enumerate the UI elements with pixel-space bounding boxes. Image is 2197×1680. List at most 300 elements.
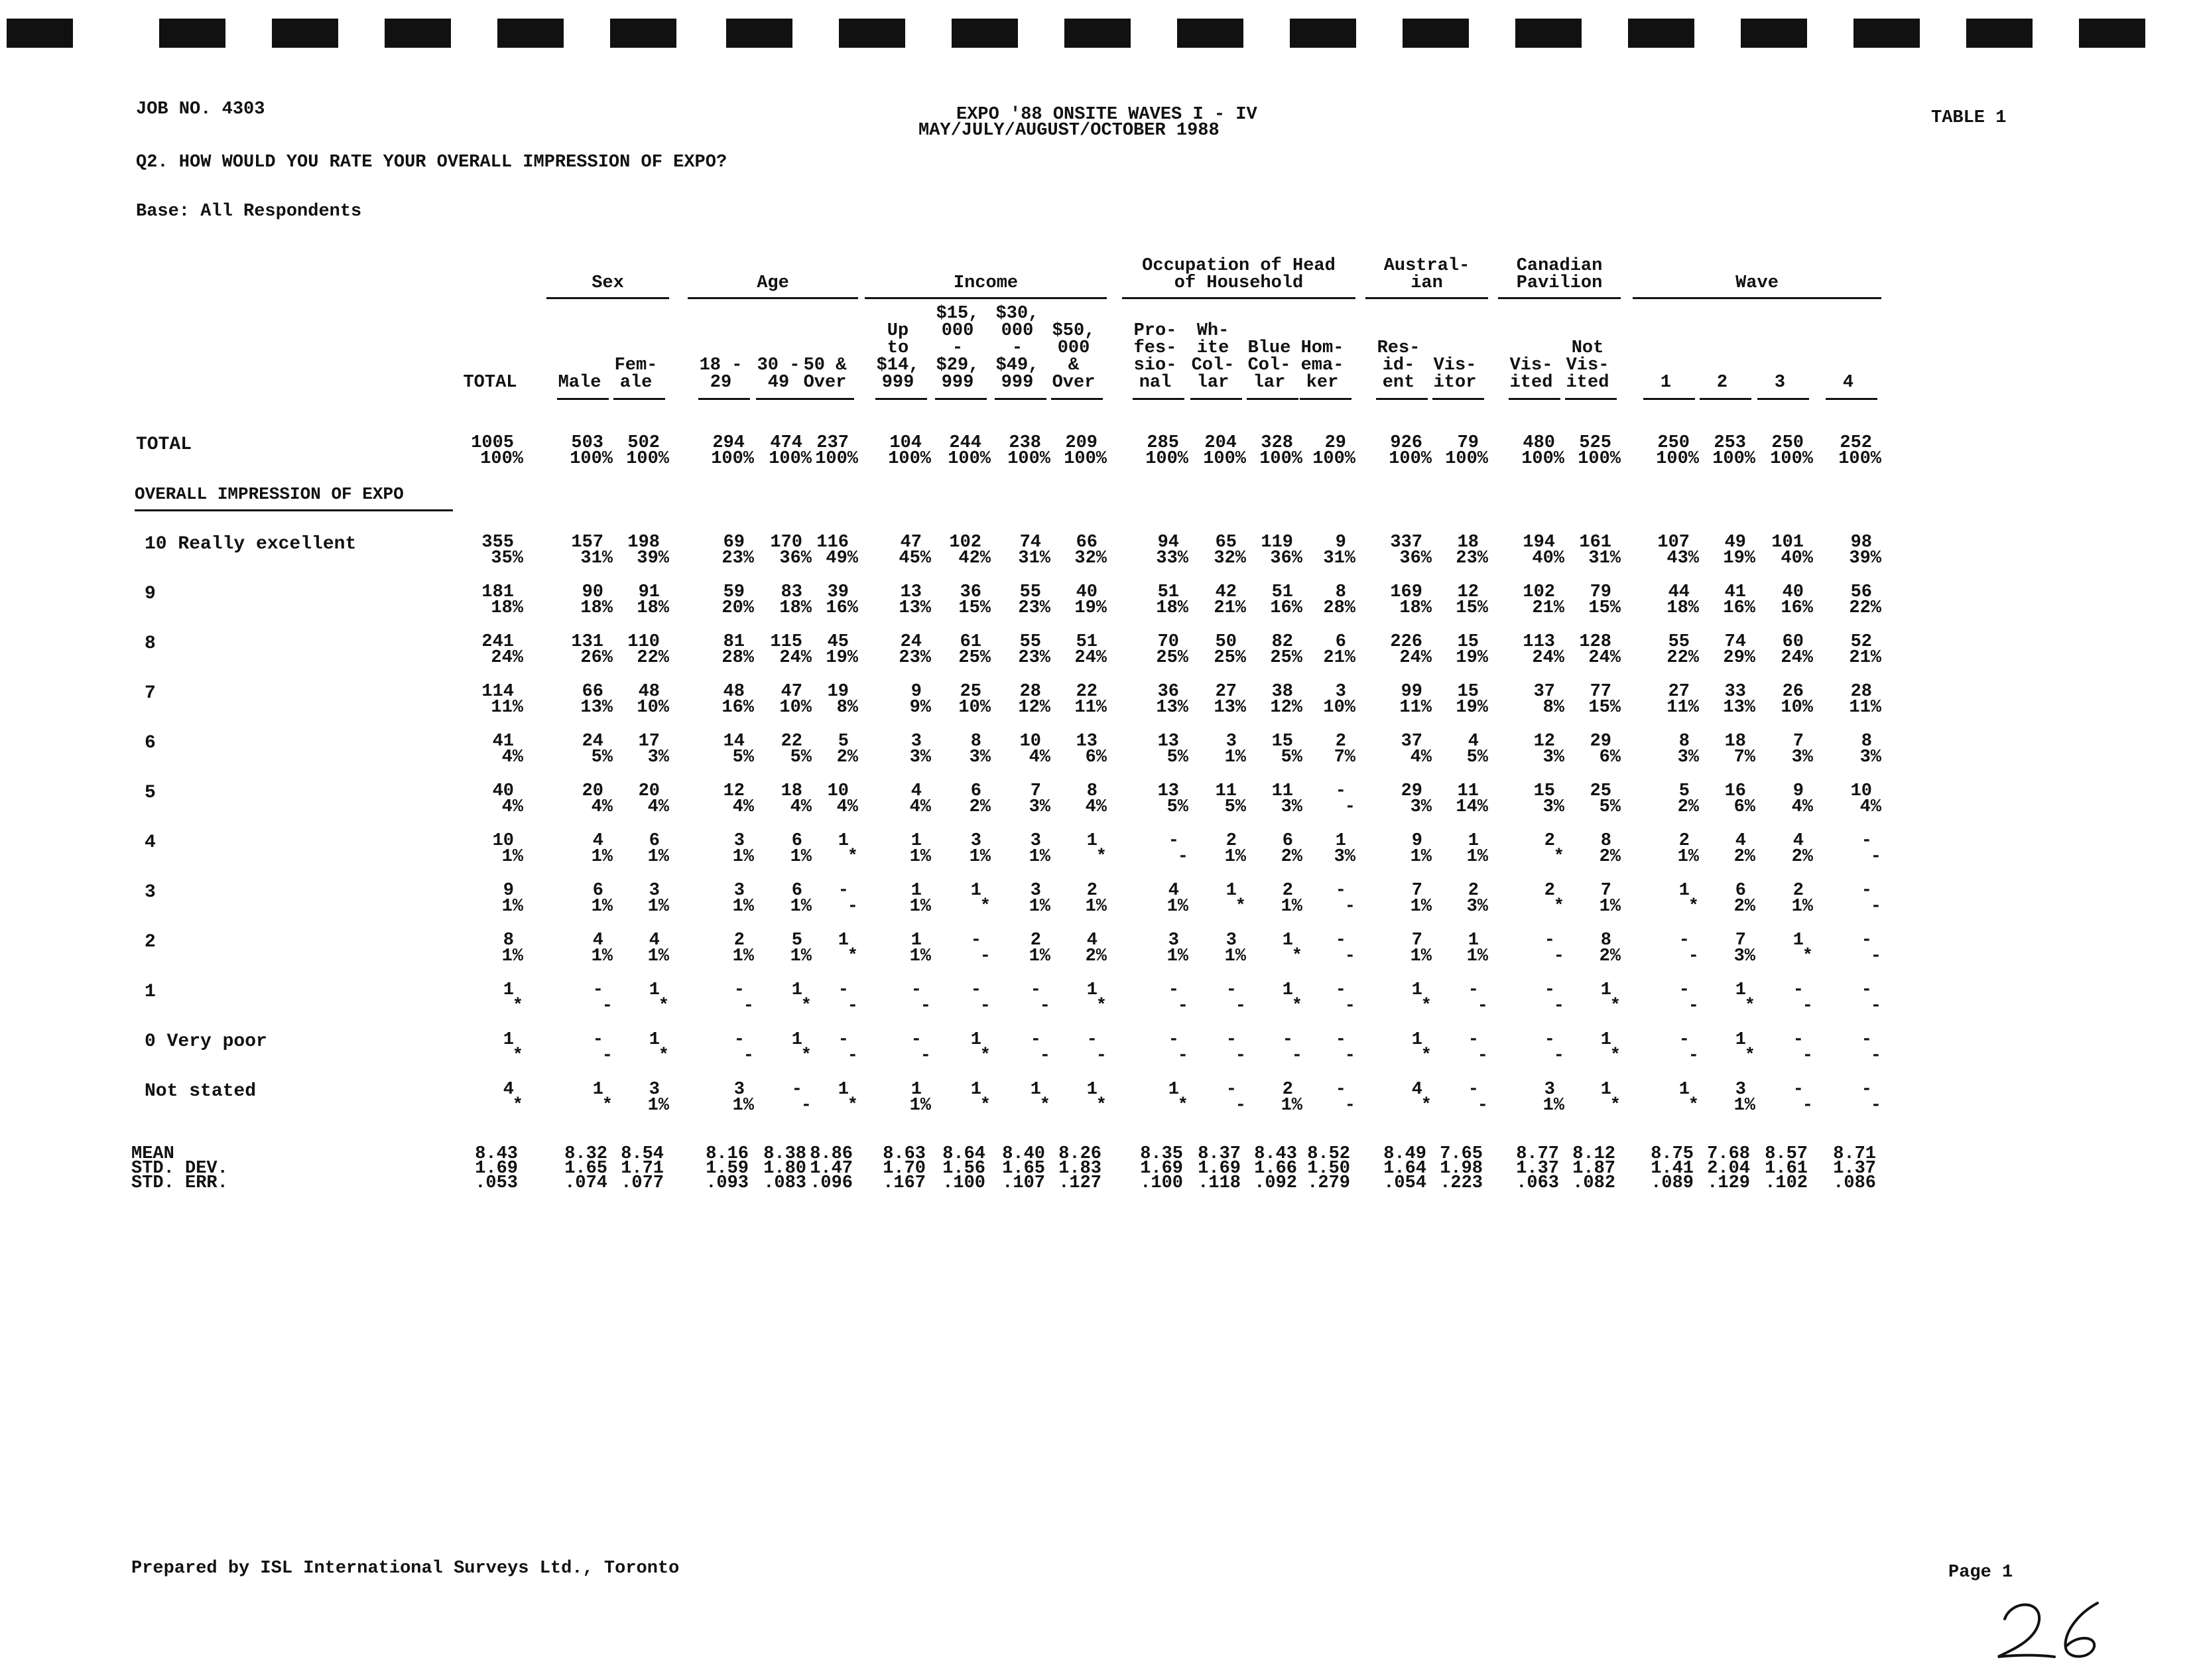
data-cell-count: 11: [1215, 781, 1237, 801]
data-cell-count: 1: [1735, 980, 1746, 1000]
column-underline: [802, 398, 854, 400]
data-cell-percent: 1%: [1466, 847, 1488, 867]
total-cell-count: 480: [1523, 433, 1555, 453]
report-dates: MAY/JULY/AUGUST/OCTOBER 1988: [918, 121, 1220, 141]
data-cell-percent: 2%: [1733, 847, 1755, 867]
data-cell-percent: 22%: [1666, 648, 1699, 668]
data-cell-count: 77: [1590, 682, 1611, 702]
data-cell-percent: 5%: [732, 747, 754, 767]
data-cell-percent: 1%: [1029, 847, 1050, 867]
mean-value: 8.49: [1383, 1144, 1426, 1164]
data-cell-percent: -: [979, 996, 991, 1016]
question-text: Q2. HOW WOULD YOU RATE YOUR OVERALL IMPRESSION OF EXPO?: [136, 153, 727, 172]
data-cell-count: 13: [1076, 732, 1098, 751]
data-cell-count: 337: [1390, 533, 1422, 552]
data-cell-percent: *: [658, 996, 669, 1016]
std-dev-value: 1.65: [1002, 1159, 1045, 1179]
data-cell-count: 10: [1850, 781, 1872, 801]
data-cell-percent: -: [1039, 1046, 1050, 1066]
data-cell-count: 17: [638, 732, 660, 751]
data-cell-count: 6: [970, 781, 981, 801]
total-cell-count: 503: [571, 433, 603, 453]
data-cell-count: -: [838, 980, 849, 1000]
column-header: TOTAL: [463, 373, 517, 393]
data-cell-percent: 29%: [1723, 648, 1755, 668]
data-cell-percent: -: [847, 1046, 858, 1066]
std-dev-value: 1.59: [706, 1159, 749, 1179]
data-cell-count: -: [1678, 1030, 1690, 1050]
total-cell-count: 204: [1204, 433, 1237, 453]
data-cell-count: 1: [1792, 931, 1804, 950]
data-cell-count: 2: [1030, 931, 1041, 950]
data-cell-count: -: [1792, 1080, 1804, 1100]
data-cell-percent: *: [1688, 1096, 1699, 1116]
data-cell-percent: 24%: [1532, 648, 1564, 668]
data-cell-percent: 3%: [1029, 797, 1050, 817]
data-cell-percent: 39%: [1849, 549, 1881, 568]
data-cell-count: -: [791, 1080, 802, 1100]
data-cell-percent: 2%: [1281, 847, 1302, 867]
data-cell-count: 128: [1579, 632, 1611, 652]
group-underline: [1498, 297, 1621, 299]
total-cell-count: 252: [1840, 433, 1872, 453]
data-cell-count: 3: [970, 831, 981, 851]
std-dev-value: 1.83: [1058, 1159, 1101, 1179]
data-cell-percent: -: [1688, 946, 1699, 966]
data-cell-count: 241: [481, 632, 514, 652]
data-cell-count: 28: [1850, 682, 1872, 702]
data-cell-count: 26: [1782, 682, 1804, 702]
data-cell-percent: 5%: [790, 747, 812, 767]
data-cell-percent: 1%: [1410, 946, 1432, 966]
data-cell-percent: -: [1344, 996, 1355, 1016]
data-cell-percent: *: [1420, 1046, 1432, 1066]
total-cell-count: 250: [1771, 433, 1804, 453]
data-cell-count: -: [1086, 1030, 1098, 1050]
data-cell-count: 6: [791, 881, 802, 901]
data-cell-percent: -: [1344, 1046, 1355, 1066]
mean-value: 8.35: [1140, 1144, 1183, 1164]
data-cell-count: 56: [1850, 582, 1872, 602]
data-cell-percent: -: [1870, 897, 1881, 917]
data-cell-percent: 25%: [1156, 648, 1188, 668]
punch-hole: [272, 19, 338, 48]
data-cell-count: 1: [1282, 931, 1293, 950]
punch-hole: [1064, 19, 1131, 48]
column-header: 1: [1660, 373, 1672, 393]
data-cell-count: 3: [733, 881, 745, 901]
data-cell-percent: 19%: [1723, 549, 1755, 568]
data-cell-count: 1: [1678, 1080, 1690, 1100]
data-cell-percent: 1%: [591, 946, 613, 966]
column-group-header: Occupation of Head of Household: [1142, 256, 1336, 293]
std-dev-value: 1.87: [1572, 1159, 1615, 1179]
data-cell-percent: 23%: [899, 648, 931, 668]
data-cell-percent: 36%: [1270, 549, 1302, 568]
column-group-header: Income: [953, 273, 1019, 293]
data-cell-count: 1: [791, 980, 802, 1000]
data-cell-percent: 11%: [491, 698, 523, 718]
group-underline: [546, 297, 669, 299]
data-cell-percent: -: [1344, 1096, 1355, 1116]
total-cell-percent: 100%: [1389, 449, 1432, 469]
std-dev-value: 1.56: [942, 1159, 985, 1179]
punch-hole: [1177, 19, 1243, 48]
data-cell-percent: 24%: [1588, 648, 1621, 668]
data-cell-count: 1: [910, 1080, 922, 1100]
punch-hole: [1741, 19, 1807, 48]
row-label: 9: [145, 584, 156, 604]
mean-value: 8.77: [1516, 1144, 1559, 1164]
data-cell-count: 161: [1579, 533, 1611, 552]
data-cell-count: 79: [1590, 582, 1611, 602]
data-cell-percent: 1%: [790, 847, 812, 867]
std-dev-value: 1.71: [621, 1159, 664, 1179]
data-cell-percent: 4%: [836, 797, 858, 817]
data-cell-count: 15: [1533, 781, 1555, 801]
data-cell-count: 1: [649, 980, 660, 1000]
std-err-value: .100: [1140, 1173, 1183, 1193]
data-cell-count: 5: [791, 931, 802, 950]
data-cell-count: 9: [910, 682, 922, 702]
data-cell-percent: 1%: [1791, 897, 1813, 917]
data-cell-count: 7: [1411, 931, 1422, 950]
data-cell-percent: 31%: [1018, 549, 1050, 568]
data-cell-percent: -: [1802, 996, 1813, 1016]
mean-value: 8.16: [706, 1144, 749, 1164]
data-cell-percent: 2%: [1791, 847, 1813, 867]
data-cell-count: -: [1861, 1080, 1872, 1100]
data-cell-count: 102: [949, 533, 981, 552]
data-cell-count: -: [1168, 980, 1179, 1000]
data-cell-count: 115: [770, 632, 802, 652]
data-cell-count: 7: [1411, 881, 1422, 901]
data-cell-percent: -: [1177, 1046, 1188, 1066]
mean-value: 8.57: [1765, 1144, 1808, 1164]
data-cell-count: 74: [1019, 533, 1041, 552]
row-label: 5: [145, 783, 156, 803]
data-cell-count: 8: [1600, 831, 1611, 851]
data-cell-count: 50: [1215, 632, 1237, 652]
data-cell-percent: *: [1553, 897, 1564, 917]
data-cell-count: 3: [733, 1080, 745, 1100]
total-cell-count: 502: [627, 433, 660, 453]
data-cell-percent: -: [1344, 797, 1355, 817]
total-cell-percent: 100%: [1770, 449, 1813, 469]
data-cell-percent: 25%: [1214, 648, 1246, 668]
data-cell-percent: 3%: [1542, 747, 1564, 767]
data-cell-count: 2: [1282, 881, 1293, 901]
data-cell-count: 13: [1157, 732, 1179, 751]
data-cell-count: 6: [592, 881, 603, 901]
data-cell-count: 12: [723, 781, 745, 801]
row-label: 2: [145, 932, 156, 952]
data-cell-count: 51: [1157, 582, 1179, 602]
data-cell-percent: *: [1609, 1096, 1621, 1116]
data-cell-percent: *: [1420, 996, 1432, 1016]
data-cell-count: 13: [900, 582, 922, 602]
std-err-value: .129: [1707, 1173, 1750, 1193]
column-group-header: Sex: [592, 273, 624, 293]
data-cell-percent: 24%: [779, 648, 812, 668]
data-cell-count: 102: [1523, 582, 1555, 602]
data-cell-percent: 10%: [1323, 698, 1355, 718]
data-cell-percent: 45%: [899, 549, 931, 568]
total-cell-percent: 100%: [1259, 449, 1302, 469]
data-cell-percent: 14%: [1456, 797, 1488, 817]
data-cell-percent: 8%: [1542, 698, 1564, 718]
total-cell-count: 104: [889, 433, 922, 453]
table-number: TABLE 1: [1931, 108, 2007, 128]
data-cell-count: 1: [1600, 1030, 1611, 1050]
data-cell-percent: 15%: [1456, 598, 1488, 618]
column-underline: [1051, 398, 1103, 400]
data-cell-count: 4: [1411, 1080, 1422, 1100]
data-cell-percent: -: [1870, 1096, 1881, 1116]
data-cell-count: 18: [1724, 732, 1746, 751]
data-cell-percent: 40%: [1532, 549, 1564, 568]
column-header: Blue Col- lar: [1247, 338, 1291, 393]
total-cell-percent: 100%: [815, 449, 858, 469]
total-cell-percent: 100%: [1445, 449, 1488, 469]
data-cell-percent: 1%: [1029, 946, 1050, 966]
data-cell-percent: 19%: [1456, 698, 1488, 718]
data-cell-count: -: [838, 881, 849, 901]
column-header: 2: [1716, 373, 1728, 393]
data-cell-percent: -: [920, 1046, 931, 1066]
mean-value: 8.63: [883, 1144, 926, 1164]
total-cell-count: 209: [1065, 433, 1098, 453]
data-cell-count: -: [592, 1030, 603, 1050]
data-cell-percent: -: [1688, 996, 1699, 1016]
data-cell-percent: -: [1235, 1096, 1246, 1116]
row-label: 8: [145, 633, 156, 654]
group-underline: [688, 297, 858, 299]
data-cell-count: 101: [1771, 533, 1804, 552]
punch-hole: [1853, 19, 1920, 48]
data-cell-count: 114: [481, 682, 514, 702]
data-cell-count: 8: [970, 732, 981, 751]
data-cell-percent: *: [1420, 1096, 1432, 1116]
data-cell-count: 37: [1533, 682, 1555, 702]
mean-value: 8.75: [1651, 1144, 1694, 1164]
data-cell-count: 4: [649, 931, 660, 950]
data-cell-count: 6: [1735, 881, 1746, 901]
data-cell-percent: 31%: [580, 549, 613, 568]
data-cell-percent: -: [1870, 946, 1881, 966]
total-cell-percent: 100%: [1578, 449, 1621, 469]
total-cell-count: 79: [1457, 433, 1479, 453]
data-cell-count: 3: [1030, 831, 1041, 851]
data-cell-count: 6: [791, 831, 802, 851]
mean-value: 8.64: [942, 1144, 985, 1164]
data-cell-percent: 40%: [1781, 549, 1813, 568]
data-cell-count: -: [1168, 831, 1179, 851]
std-dev-value: 1.37: [1833, 1159, 1876, 1179]
data-cell-percent: 1%: [1224, 847, 1246, 867]
data-cell-count: 66: [1076, 533, 1098, 552]
data-cell-count: 4: [503, 1080, 514, 1100]
data-cell-percent: 10%: [779, 698, 812, 718]
data-cell-percent: 1%: [732, 897, 754, 917]
data-cell-count: 12: [1457, 582, 1479, 602]
total-cell-count: 253: [1714, 433, 1746, 453]
data-cell-count: 2: [1225, 831, 1237, 851]
data-cell-count: -: [1335, 1030, 1346, 1050]
data-cell-count: -: [1335, 980, 1346, 1000]
data-cell-count: 40: [1782, 582, 1804, 602]
data-cell-percent: -: [847, 996, 858, 1016]
mean-value: 7.65: [1440, 1144, 1483, 1164]
data-cell-count: 70: [1157, 632, 1179, 652]
data-cell-percent: 1%: [909, 946, 931, 966]
punch-hole: [497, 19, 564, 48]
data-cell-percent: 3%: [1466, 897, 1488, 917]
row-label: 4: [145, 832, 156, 853]
data-cell-percent: 5%: [1599, 797, 1621, 817]
std-err-value: .223: [1440, 1173, 1483, 1193]
column-header: Pro- fes- sio- nal: [1133, 321, 1177, 393]
data-cell-percent: 1%: [1542, 1096, 1564, 1116]
data-cell-count: 170: [770, 533, 802, 552]
data-cell-percent: 1%: [647, 946, 669, 966]
data-cell-percent: 28%: [1323, 598, 1355, 618]
data-cell-count: 1: [1600, 980, 1611, 1000]
mean-value: 8.86: [810, 1144, 853, 1164]
total-cell-count: 29: [1324, 433, 1346, 453]
data-cell-count: -: [1861, 931, 1872, 950]
std-err-value: .082: [1572, 1173, 1615, 1193]
data-cell-percent: 3%: [1859, 747, 1881, 767]
data-cell-percent: -: [979, 946, 991, 966]
column-underline: [1757, 398, 1809, 400]
data-cell-percent: *: [1096, 1096, 1107, 1116]
data-cell-percent: 35%: [491, 549, 523, 568]
total-cell-count: 294: [712, 433, 745, 453]
data-cell-count: -: [1544, 931, 1555, 950]
data-cell-count: 1: [649, 1030, 660, 1050]
column-underline: [1190, 398, 1242, 400]
data-cell-count: 7: [1030, 781, 1041, 801]
column-header: Fem- ale: [614, 355, 658, 393]
punch-hole: [1515, 19, 1582, 48]
data-cell-percent: 5%: [591, 747, 613, 767]
data-cell-count: 11: [1271, 781, 1293, 801]
data-cell-percent: 24%: [491, 648, 523, 668]
data-cell-count: 1: [503, 1030, 514, 1050]
data-cell-count: 18: [1457, 533, 1479, 552]
data-cell-percent: 1%: [790, 946, 812, 966]
data-cell-count: -: [1335, 781, 1346, 801]
data-cell-count: 1: [1086, 980, 1098, 1000]
total-cell-percent: 100%: [1145, 449, 1188, 469]
punch-hole: [839, 19, 905, 48]
section-title-underline: [135, 509, 453, 511]
column-underline: [613, 398, 665, 400]
data-cell-percent: 13%: [1156, 698, 1188, 718]
data-cell-percent: *: [979, 897, 991, 917]
data-cell-percent: *: [1177, 1096, 1188, 1116]
std-err-value: .107: [1002, 1173, 1045, 1193]
data-cell-count: 116: [816, 533, 849, 552]
data-cell-percent: *: [847, 946, 858, 966]
data-cell-percent: 18%: [1399, 598, 1432, 618]
mean-value: 8.40: [1002, 1144, 1045, 1164]
data-cell-percent: 1%: [501, 897, 523, 917]
punch-hole: [1966, 19, 2033, 48]
data-cell-percent: -: [1291, 1046, 1302, 1066]
data-cell-percent: 19%: [1074, 598, 1107, 618]
data-cell-count: -: [733, 1030, 745, 1050]
total-cell-count: 237: [816, 433, 849, 453]
column-group-header: Age: [757, 273, 789, 293]
total-cell-percent: 100%: [1838, 449, 1881, 469]
data-cell-percent: *: [601, 1096, 613, 1116]
data-cell-percent: *: [512, 1096, 523, 1116]
data-cell-count: 4: [1086, 931, 1098, 950]
data-cell-count: 8: [1335, 582, 1346, 602]
data-cell-percent: *: [800, 1046, 812, 1066]
data-cell-percent: -: [743, 1046, 754, 1066]
mean-value: 8.71: [1833, 1144, 1876, 1164]
data-cell-percent: 2%: [969, 797, 991, 817]
data-cell-count: -: [1544, 980, 1555, 1000]
data-cell-count: 39: [827, 582, 849, 602]
punch-hole: [1628, 19, 1694, 48]
data-cell-count: 2: [1335, 732, 1346, 751]
total-cell-percent: 100%: [769, 449, 812, 469]
data-cell-count: 1: [1086, 1080, 1098, 1100]
std-dev-value: 1.41: [1651, 1159, 1694, 1179]
data-cell-count: -: [1861, 1030, 1872, 1050]
data-cell-count: 1: [592, 1080, 603, 1100]
column-header: 30 - 49: [757, 355, 800, 393]
data-cell-count: 41: [492, 732, 514, 751]
data-cell-count: 42: [1215, 582, 1237, 602]
data-cell-count: -: [1225, 980, 1237, 1000]
data-cell-count: 1: [838, 931, 849, 950]
data-cell-percent: 16%: [1723, 598, 1755, 618]
stat-label: MEAN: [131, 1144, 174, 1164]
data-cell-percent: *: [979, 1046, 991, 1066]
data-cell-percent: 1%: [1677, 847, 1699, 867]
data-cell-percent: *: [1744, 1046, 1755, 1066]
data-cell-percent: 18%: [779, 598, 812, 618]
data-cell-percent: 21%: [1214, 598, 1246, 618]
data-cell-percent: 1%: [501, 847, 523, 867]
data-cell-percent: -: [1039, 996, 1050, 1016]
data-cell-count: -: [1792, 980, 1804, 1000]
data-cell-count: 3: [649, 1080, 660, 1100]
data-cell-percent: 19%: [826, 648, 858, 668]
data-cell-percent: 1%: [1410, 847, 1432, 867]
data-cell-count: -: [1335, 931, 1346, 950]
data-cell-percent: *: [1235, 897, 1246, 917]
total-cell-percent: 100%: [888, 449, 931, 469]
data-cell-count: -: [733, 980, 745, 1000]
data-cell-percent: 4%: [732, 797, 754, 817]
data-cell-percent: 4%: [647, 797, 669, 817]
data-cell-count: -: [1678, 931, 1690, 950]
data-cell-percent: 9%: [909, 698, 931, 718]
data-cell-count: -: [1030, 980, 1041, 1000]
data-cell-count: 29: [1401, 781, 1422, 801]
std-dev-value: 1.66: [1254, 1159, 1297, 1179]
data-cell-percent: 32%: [1214, 549, 1246, 568]
data-cell-count: 3: [1225, 931, 1237, 950]
data-cell-percent: 1%: [501, 946, 523, 966]
data-cell-count: 169: [1390, 582, 1422, 602]
